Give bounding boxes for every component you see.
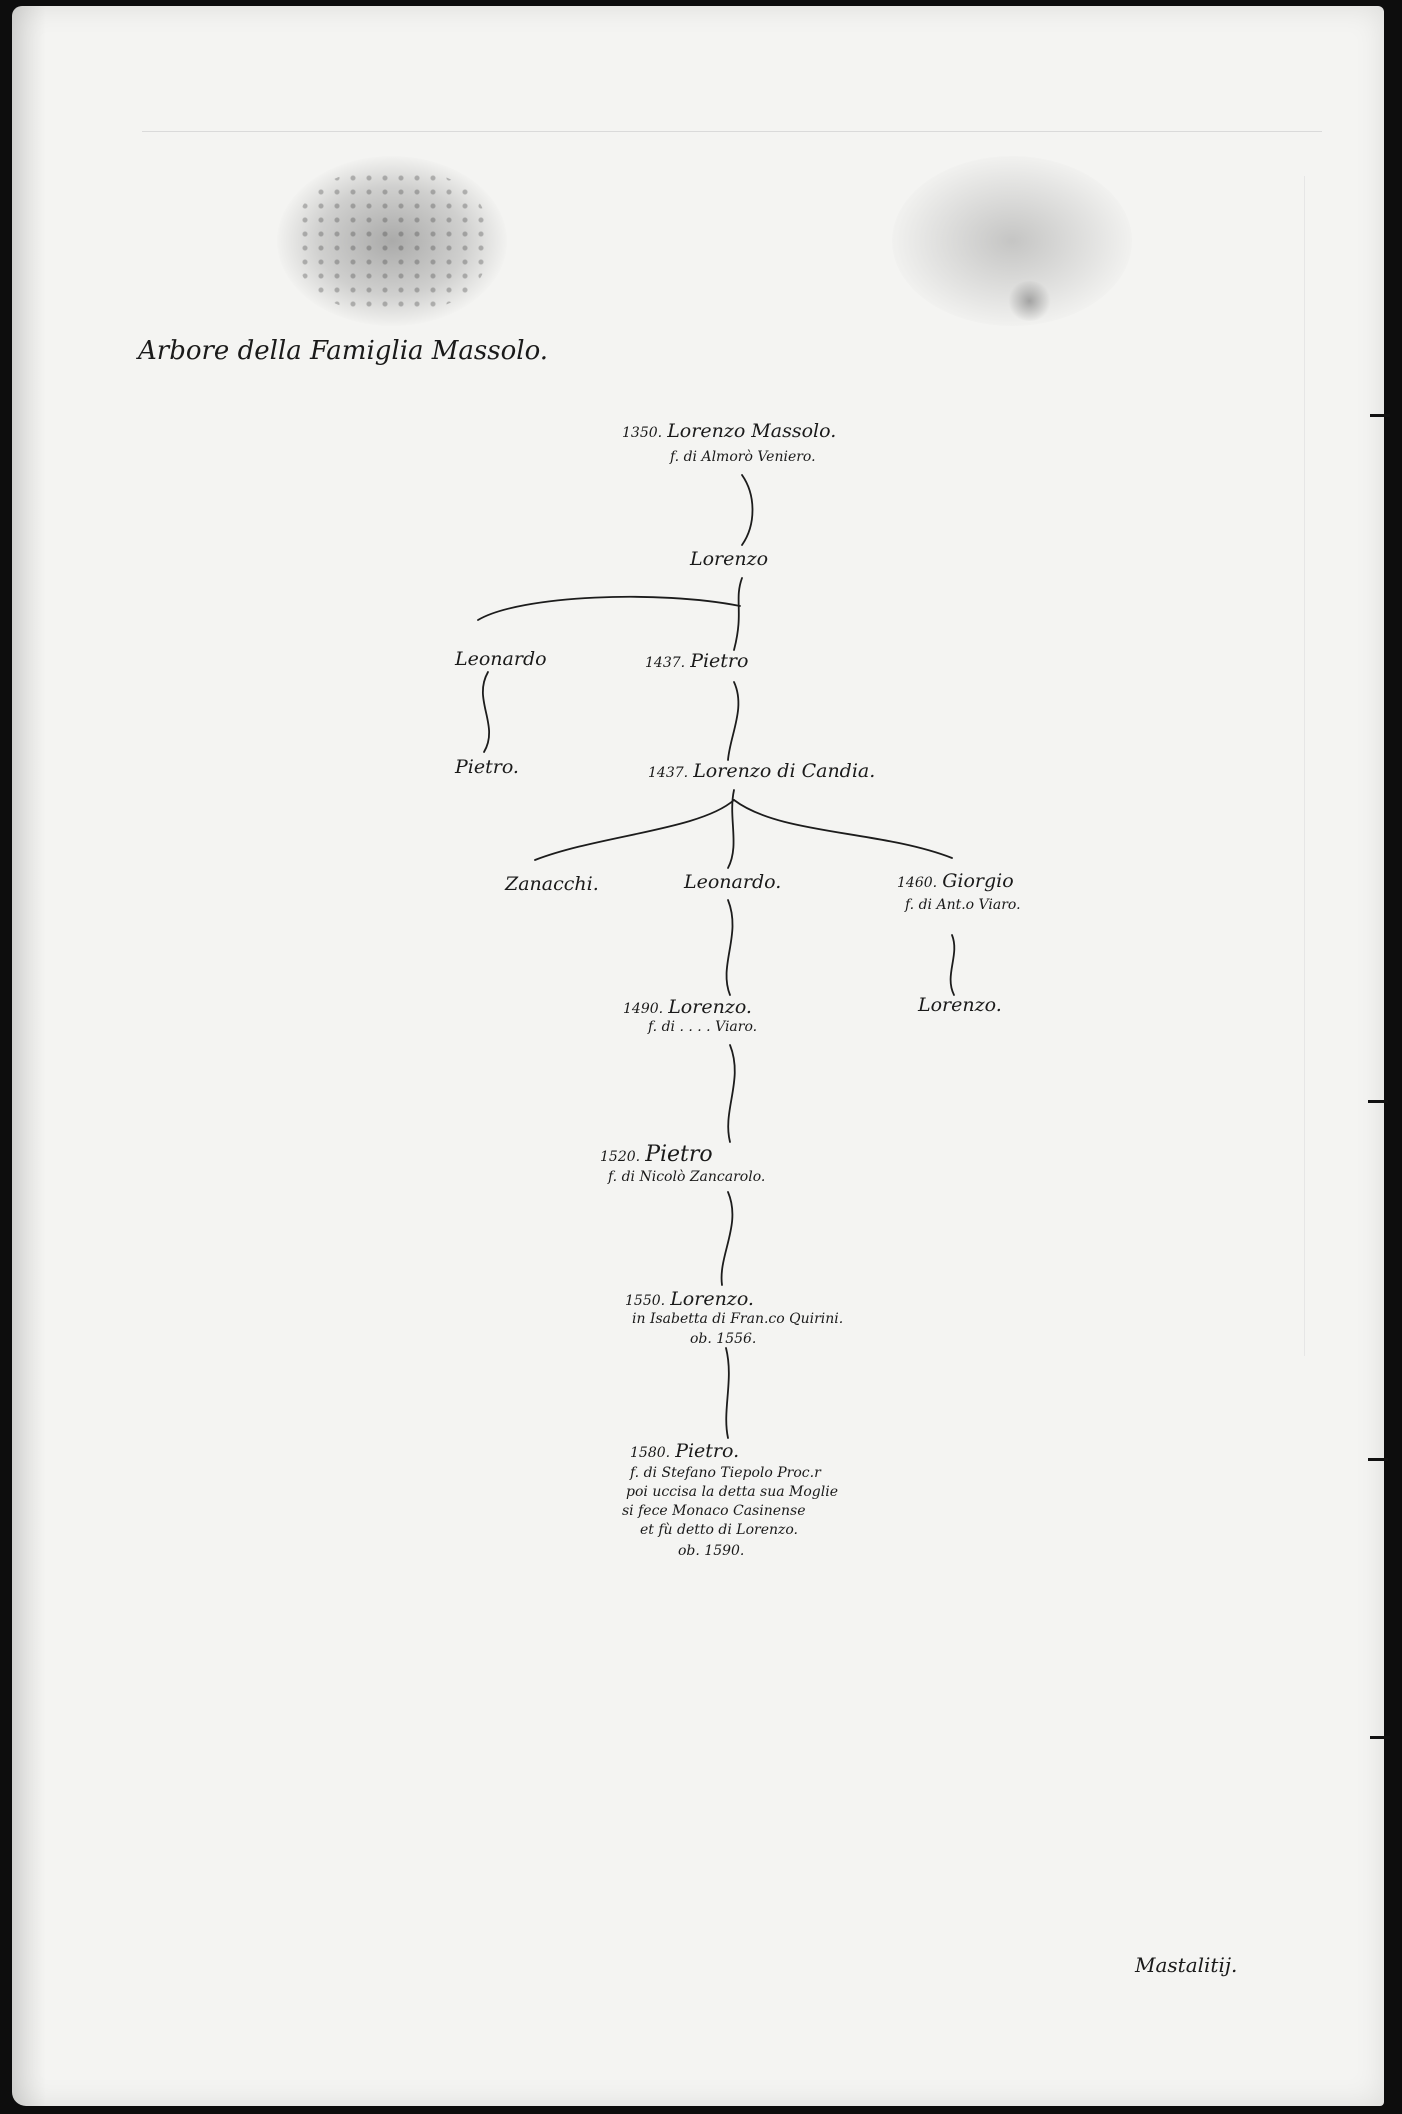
gen7-entry [600, 1144, 713, 1166]
gen9-line-2: poi uccisa la detta sua Moglie [626, 1484, 839, 1500]
gen5-left-name: Zanacchi. [505, 873, 599, 895]
gen3-right-name: Pietro [690, 650, 749, 672]
gen8-year: 1550. [625, 1293, 666, 1309]
gen1-note: f. di Almorò Veniero. [670, 449, 816, 465]
edge-tab-mark [1370, 1736, 1390, 1739]
gen9-name: Pietro. [675, 1440, 740, 1462]
footer-annotation: Mastalitij. [1135, 1953, 1238, 1977]
gen8-death: ob. 1556. [690, 1331, 757, 1347]
gen1-entry [622, 422, 836, 441]
gen9-line-5: ob. 1590. [678, 1543, 745, 1559]
edge-tab-mark [1370, 414, 1390, 417]
gen1-name: Lorenzo Massolo. [667, 420, 837, 442]
gen5-right-year: 1460. [897, 875, 938, 891]
document-page [12, 6, 1384, 2106]
gen9-entry [630, 1442, 739, 1461]
gen4-right-year: 1437. [648, 765, 689, 781]
gen6-middle-year: 1490. [623, 1001, 664, 1017]
gen3-left-name: Leonardo [455, 648, 547, 670]
gen6-middle-entry [623, 998, 752, 1017]
gen9-line-4: et fù detto di Lorenzo. [640, 1522, 799, 1538]
gen7-year: 1520. [600, 1149, 641, 1165]
gen6-middle-name: Lorenzo. [668, 996, 752, 1018]
top-ruled-line [142, 131, 1322, 132]
gen4-right-entry [648, 762, 875, 781]
gen8-name: Lorenzo. [670, 1288, 754, 1310]
gen7-note: f. di Nicolò Zancarolo. [608, 1169, 766, 1185]
edge-tab-mark [1368, 1458, 1388, 1461]
page-edge-wear [12, 6, 46, 2106]
gen3-right-year: 1437. [645, 655, 686, 671]
gen9-line-3: si fece Monaco Casinense [622, 1503, 806, 1519]
right-margin-line [1304, 176, 1305, 1356]
gen9-line-1: f. di Stefano Tiepolo Proc.r [630, 1465, 821, 1481]
gen8-entry [625, 1290, 754, 1309]
coat-of-arms-pattern-left [297, 171, 487, 311]
gen8-note: in Isabetta di Fran.co Quirini. [632, 1311, 844, 1327]
gen5-right-note: f. di Ant.o Viaro. [905, 897, 1021, 913]
gen1-year: 1350. [622, 425, 663, 441]
document-title: Arbore della Famiglia Massolo. [138, 336, 549, 366]
gen6-middle-note: f. di . . . . Viaro. [648, 1019, 758, 1035]
gen7-name: Pietro [645, 1142, 713, 1167]
coat-of-arms-mark-right [1007, 281, 1052, 321]
gen4-right-name: Lorenzo di Candia. [693, 760, 876, 782]
gen9-year: 1580. [630, 1445, 671, 1461]
gen5-right-entry [897, 872, 1014, 891]
gen4-left-name: Pietro. [455, 756, 519, 778]
gen3-right-entry [645, 652, 748, 671]
gen5-middle-name: Leonardo. [684, 871, 782, 893]
gen2-name: Lorenzo [690, 548, 769, 570]
gen6-right-name: Lorenzo. [918, 994, 1002, 1016]
gen5-right-name: Giorgio [942, 870, 1014, 892]
edge-tab-mark [1368, 1100, 1388, 1103]
